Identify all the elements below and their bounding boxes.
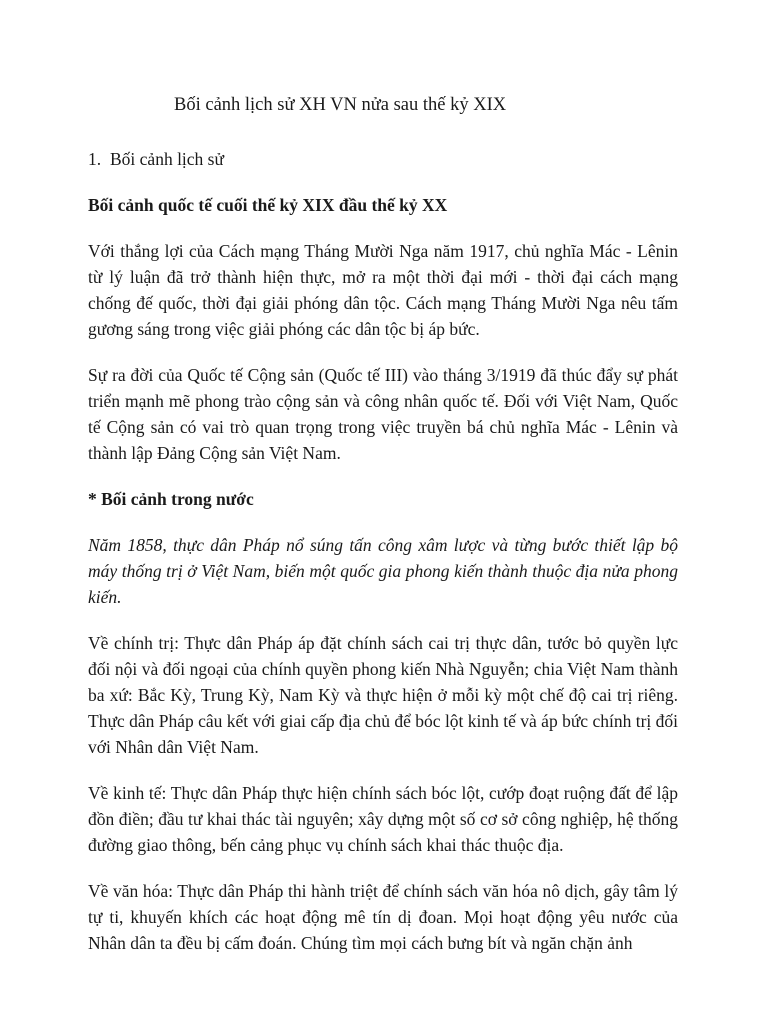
section-label: Bối cảnh lịch sử	[110, 149, 224, 169]
economy-paragraph: Về kinh tế: Thực dân Pháp thực hiện chính sách bóc lột, cướp đoạt ruộng đất để lập đồn điền; đầu tư khai thác tài nguyên; xây dựng một số cơ sở công nghiệp, hệ thống đường giao thông, bến cảng phục vụ chính sách khai thác thuộc địa.	[88, 783, 678, 855]
international-paragraph-1: Với thắng lợi của Cách mạng Tháng Mười Nga năm 1917, chủ nghĩa Mác - Lênin từ lý luận đã trở thành hiện thực, mở ra một thời đại mới - thời đại cách mạng chống đế quốc, thời đại giải phóng dân tộc. Cách mạng Tháng Mười Nga nêu tấm gương sáng trong việc giải phóng các dân tộc bị áp bức.	[88, 241, 678, 339]
section-number: 1.	[88, 149, 102, 169]
culture-paragraph: Về văn hóa: Thực dân Pháp thi hành triệt để chính sách văn hóa nô dịch, gây tâm lý tự ti, khuyến khích các hoạt động mê tín dị đoan. Mọi hoạt động yêu nước của Nhân dân ta đều bị cấm đoán. Chúng tìm mọi cách bưng bít và ngăn chặn ảnh	[88, 881, 678, 953]
document-page	[88, 92, 678, 956]
domestic-intro-paragraph: Năm 1858, thực dân Pháp nổ súng tấn công xâm lược và từng bước thiết lập bộ máy thống trị ở Việt Nam, biến một quốc gia phong kiến thành thuộc địa nửa phong kiến.	[88, 535, 678, 607]
document-title: Bối cảnh lịch sử XH VN nửa sau thế kỷ XIX	[174, 95, 507, 115]
section-heading-1	[88, 146, 678, 172]
international-paragraph-2: Sự ra đời của Quốc tế Cộng sản (Quốc tế III) vào tháng 3/1919 đã thúc đẩy sự phát triển mạnh mẽ phong trào cộng sản và công nhân quốc tế. Đối với Việt Nam, Quốc tế Cộng sản có vai trò quan trọng trong việc truyền bá chủ nghĩa Mác - Lênin và thành lập Đảng Cộng sản Việt Nam.	[88, 365, 678, 463]
politics-paragraph: Về chính trị: Thực dân Pháp áp đặt chính sách cai trị thực dân, tước bỏ quyền lực đối nội và đối ngoại của chính quyền phong kiến Nhà Nguyễn; chia Việt Nam thành ba xứ: Bắc Kỳ, Trung Kỳ, Nam Kỳ và thực hiện ở mỗi kỳ một chế độ cai trị riêng. Thực dân Pháp câu kết với giai cấp địa chủ để bóc lột kinh tế và áp bức chính trị đối với Nhân dân Việt Nam.	[88, 633, 678, 757]
international-context-heading: Bối cảnh quốc tế cuối thế kỷ XIX đầu thế kỷ XX	[88, 195, 448, 215]
domestic-context-heading: * Bối cảnh trong nước	[88, 489, 254, 509]
